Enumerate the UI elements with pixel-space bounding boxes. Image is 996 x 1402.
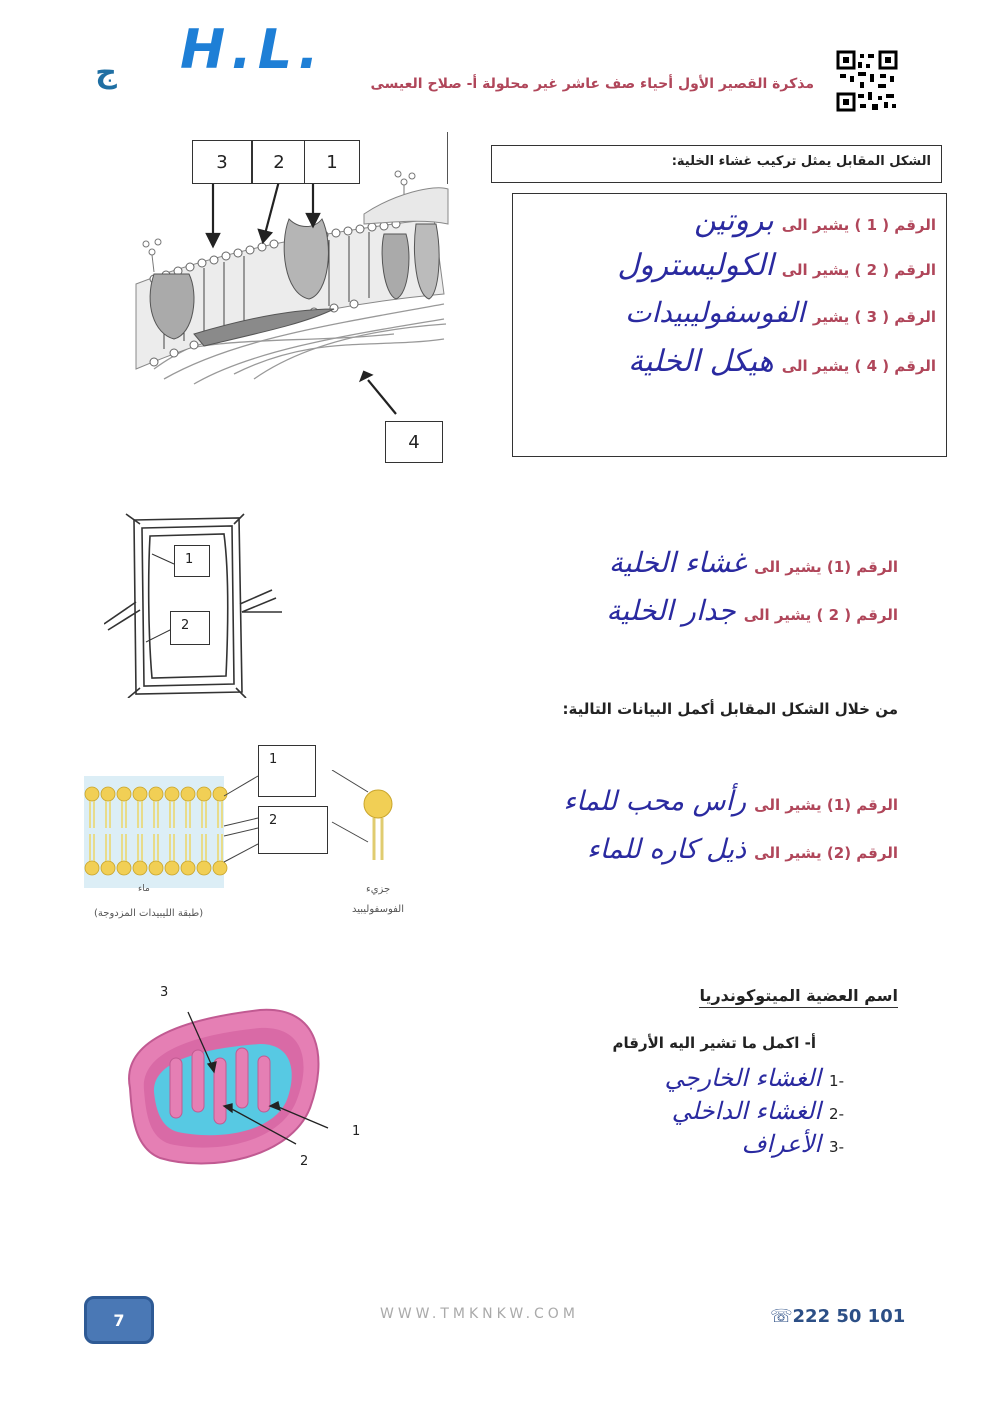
caption-molecule-2: الفوسفوليبيد (352, 904, 405, 915)
answer-label-4: الرقم ( 4 ) يشير الى (781, 357, 936, 375)
plant-label-1: 1 (174, 545, 210, 577)
answer-label-3: الرقم ( 3 ) يشير (812, 308, 936, 326)
mito-item-number-1: -1 (829, 1072, 844, 1090)
phone-contact[interactable] (770, 1306, 905, 1327)
organelle-label: اسم العضية (806, 986, 898, 1005)
page-number-badge (84, 1296, 154, 1344)
bilayer-answer-label-2: الرقم (2) يشير الى (754, 844, 898, 862)
answer-row-4 (516, 344, 936, 379)
plant-answer-row-2 (538, 594, 898, 627)
mito-label-2: 2 (300, 1154, 309, 1169)
mito-handwritten-answer-1: الغشاء الخارجي (664, 1064, 822, 1092)
caption-bilayer: (طبقة الليبيدات المزدوجة) (94, 908, 204, 919)
handwritten-answer-4: هيكل الخلية (628, 344, 774, 379)
mito-item-1 (604, 1064, 844, 1092)
organelle-title (699, 986, 898, 1008)
plant-answer-label-1: الرقم (1) يشير الى (754, 558, 898, 576)
organelle-name: الميتوكوندريا (699, 986, 801, 1005)
mito-label-1: 1 (352, 1124, 361, 1139)
plant-answer-row-1 (538, 546, 898, 579)
diagram-label-1: 1 (304, 140, 360, 184)
bilayer-answer-label-1: الرقم (1) يشير الى (754, 796, 898, 814)
website-link[interactable]: WWW.TMKNKW.COM (380, 1306, 579, 1322)
bilayer-answer-row-2 (538, 834, 898, 865)
mito-handwritten-answer-3: الأعراف (741, 1130, 822, 1158)
plant-handwritten-answer-1: غشاء الخلية (608, 546, 747, 579)
mito-label-3: 3 (160, 985, 169, 1000)
plant-handwritten-answer-2: جدار الخلية (606, 594, 736, 627)
qr-code-icon[interactable] (836, 50, 898, 112)
bilayer-handwritten-answer-1: رأس محب للماء (563, 786, 747, 817)
bilayer-label-1: 1 (258, 745, 316, 797)
answer-label-1: الرقم ( 1 ) يشير الى (781, 216, 936, 234)
handwritten-answer-1: بروتين (694, 203, 774, 238)
caption-molecule-1: جزيء (366, 884, 391, 895)
answer-row-1 (516, 203, 936, 238)
divider-line (447, 132, 448, 184)
section3-prompt: من خلال الشكل المقابل أكمل البيانات التالية: (562, 700, 898, 718)
question-prompt: الشكل المقابل يمثل تركيب غشاء الخلية: (671, 154, 931, 169)
diagram-label-4: 4 (385, 421, 443, 463)
mito-handwritten-answer-2: الغشاء الداخلي (671, 1097, 822, 1125)
mitochondrion-diagram (110, 998, 330, 1178)
plant-answer-label-2: الرقم ( 2 ) يشير الى (743, 606, 898, 624)
mito-item-number-3: -3 (829, 1138, 844, 1156)
brand-logo-icon (86, 52, 126, 92)
plant-cell-diagram (104, 512, 284, 698)
diagram-label-2: 2 (252, 140, 306, 184)
brand-logo-letter: ج (95, 54, 117, 90)
answer-label-2: الرقم ( 2 ) يشير الى (781, 261, 936, 279)
answer-row-3 (516, 296, 936, 329)
bilayer-handwritten-answer-2: ذيل كاره للماء (587, 834, 747, 865)
caption-water: ماء (138, 884, 150, 894)
answer-row-2 (516, 248, 936, 283)
handwritten-answer-2: الكوليسترول (617, 248, 774, 283)
mito-subprompt: أ- اكمل ما تشير اليه الأرقام (612, 1034, 816, 1052)
mito-item-2 (604, 1097, 844, 1125)
mito-item-3 (604, 1130, 844, 1158)
bilayer-label-2: 2 (258, 806, 328, 854)
logo-handwritten (180, 18, 340, 83)
plant-label-2: 2 (170, 611, 210, 645)
logo-text: H.L. (180, 18, 325, 81)
mito-item-number-2: -2 (829, 1105, 844, 1123)
bilayer-answer-row-1 (538, 786, 898, 817)
handwritten-answer-3: الفوسفوليبيدات (625, 296, 805, 329)
phone-number: 222 50 101 (792, 1306, 906, 1327)
page-number: 7 (113, 1310, 125, 1330)
phone-icon: ☏ (770, 1306, 793, 1327)
lipid-bilayer-diagram (84, 770, 414, 900)
diagram-label-3: 3 (192, 140, 252, 184)
page-title: مذكرة القصير الأول أحياء صف عاشر غير محلولة أ- صلاح العيسى (370, 76, 814, 92)
question-prompt-box (491, 145, 942, 183)
